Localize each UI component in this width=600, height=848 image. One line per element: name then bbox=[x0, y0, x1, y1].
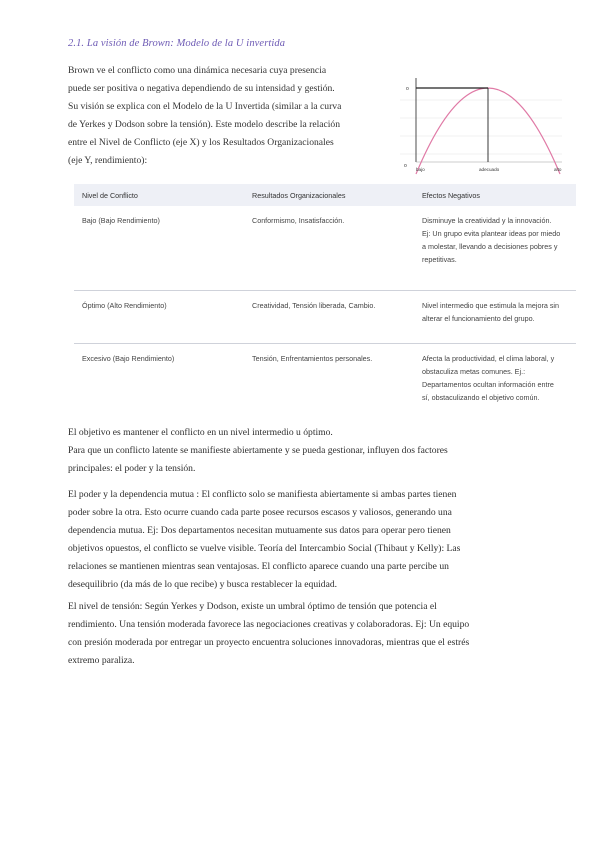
table-header-row bbox=[74, 184, 576, 206]
paragraph-line: principales: el poder y la tensión. bbox=[68, 463, 196, 474]
column-header: Resultados Organizacionales bbox=[244, 184, 414, 206]
table-cell: Bajo (Bajo Rendimiento) bbox=[74, 206, 244, 291]
cell-line: repetitivas. bbox=[422, 255, 457, 264]
paragraph-line: desequilibrio (da más de lo que recibe) y busca restablecer la equidad. bbox=[68, 579, 338, 590]
cell-line: alterar el funcionamiento del grupo. bbox=[422, 314, 535, 323]
paragraph-line: rendimiento. Una tensión moderada favorece las negociaciones creativas y colaboradoras. Ej: Un equipo bbox=[68, 619, 470, 630]
intro-paragraph bbox=[68, 62, 378, 170]
paragraph-line: El poder y la dependencia mutua : El conflicto solo se manifiesta abiertamente si ambas partes tienen bbox=[68, 489, 457, 500]
cell-line: Nivel intermedio que estimula la mejora sin bbox=[422, 301, 560, 310]
table-cell: Conformismo, Insatisfacción. bbox=[244, 206, 414, 291]
table-cell bbox=[414, 291, 576, 344]
table-row bbox=[74, 291, 576, 344]
y-tick-label: o bbox=[406, 86, 409, 92]
table-cell: Tensión, Enfrentamientos personales. bbox=[252, 354, 373, 363]
table-cell: Óptimo (Alto Rendimiento) bbox=[74, 291, 244, 344]
paragraph-line: extremo paraliza. bbox=[68, 655, 135, 666]
cell-line: sí, obstaculizando el objetivo común. bbox=[422, 393, 540, 402]
cell-line: Disminuye la creatividad y la innovación. bbox=[422, 216, 552, 225]
y-tick-label: o bbox=[404, 163, 407, 169]
x-tick-label: bajo bbox=[416, 167, 425, 172]
intro-line: puede ser positiva o negativa dependiendo de su intensidad y gestión. bbox=[68, 83, 335, 94]
paragraph-line: relaciones se mantienen mientras sean ventajosas. El conflicto aparece cuando una parte percibe un bbox=[68, 561, 449, 572]
intro-line: Su visión se explica con el Modelo de la U Invertida (similar a la curva bbox=[68, 101, 342, 112]
column-header: Nivel de Conflicto bbox=[74, 184, 244, 206]
intro-line: (eje Y, rendimiento): bbox=[68, 155, 148, 166]
paragraph-tension bbox=[68, 598, 538, 670]
paragraph-power bbox=[68, 486, 538, 594]
cell-line: Departamentos ocultan información entre bbox=[422, 380, 554, 389]
x-tick-label: adecuado bbox=[479, 167, 500, 172]
section-heading: 2.1. La visión de Brown: Modelo de la U invertida bbox=[68, 38, 286, 49]
paragraph-line: con presión moderada por entregar un proyecto encuentra soluciones innovadoras, mientras que el estrés bbox=[68, 637, 470, 648]
table-cell bbox=[414, 206, 576, 291]
intro-line: entre el Nivel de Conflicto (eje X) y los Resultados Organizacionales bbox=[68, 137, 334, 148]
cell-line: a molestar, llevando a decisiones pobres y bbox=[422, 242, 558, 251]
intro-line: de Yerkes y Dodson sobre la tensión). Este modelo describe la relación bbox=[68, 119, 341, 130]
table-cell: Creatividad, Tensión liberada, Cambio. bbox=[244, 291, 414, 344]
paragraph-line: Para que un conflicto latente se manifieste abiertamente y se pueda gestionar, influyen dos factores bbox=[68, 445, 448, 456]
cell-line: obstaculiza metas comunes. Ej.: bbox=[422, 367, 526, 376]
paragraph-line: dependencia mutua. Ej: Dos departamentos necesitan mutuamente sus datos para operar pero tienen bbox=[68, 525, 451, 536]
x-tick-label: alto bbox=[554, 167, 562, 172]
paragraph-objective bbox=[68, 424, 538, 478]
column-header: Efectos Negativos bbox=[414, 184, 576, 206]
paragraph-line: El nivel de tensión: Según Yerkes y Dodson, existe un umbral óptimo de tensión que potencia el bbox=[68, 601, 437, 612]
table-cell: Excesivo (Bajo Rendimiento) bbox=[82, 354, 175, 363]
cell-line: Ej: Un grupo evita plantear ideas por miedo bbox=[422, 229, 561, 238]
table-row bbox=[74, 206, 576, 291]
table-row bbox=[74, 344, 576, 405]
paragraph-line: El objetivo es mantener el conflicto en un nivel intermedio u óptimo. bbox=[68, 427, 333, 438]
paragraph-line: poder sobre la otra. Esto ocurre cuando cada parte posee recursos escasos y valiosos, generando una bbox=[68, 507, 452, 518]
paragraph-line: objetivos opuestos, el conflicto se vuelve visible. Teoría del Intercambio Social (Thibaut y Kelly): Las bbox=[68, 543, 461, 554]
table-cell bbox=[414, 344, 576, 405]
conflict-levels-table bbox=[74, 184, 576, 404]
intro-line: Brown ve el conflicto como una dinámica necesaria cuya presencia bbox=[68, 65, 327, 76]
inverted-u-chart bbox=[392, 70, 564, 176]
cell-line: Afecta la productividad, el clima laboral, y bbox=[422, 354, 555, 363]
